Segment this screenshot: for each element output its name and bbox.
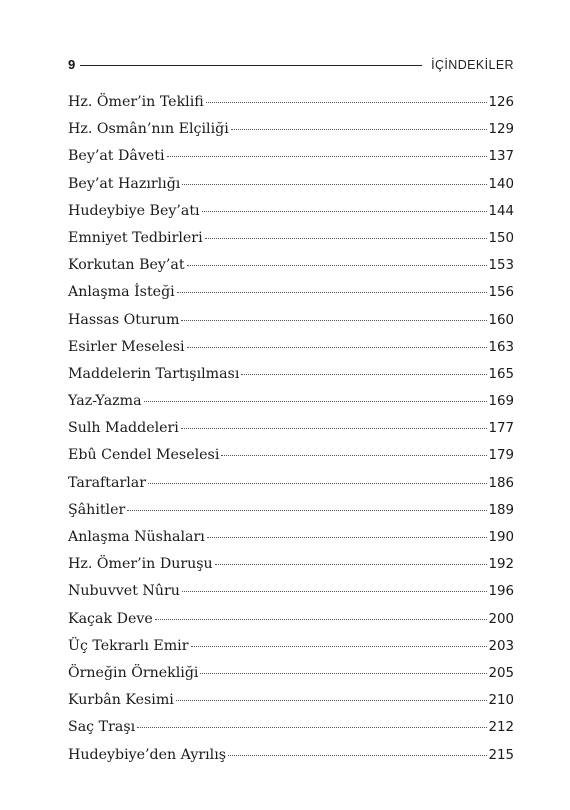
toc-entry[interactable] — [68, 578, 514, 605]
toc-entry[interactable] — [68, 252, 514, 279]
toc-entry-page-number: 200 — [488, 611, 514, 627]
toc-entry-page-number: 140 — [488, 176, 514, 192]
toc-entry-page-number: 144 — [488, 203, 514, 219]
toc-entry-title: Hz. Ömer’in Duruşu — [68, 556, 213, 573]
toc-entry[interactable] — [68, 687, 514, 714]
toc-entry[interactable] — [68, 225, 514, 252]
dot-leader — [144, 401, 488, 402]
toc-entry-title: Bey’at Hazırlığı — [68, 175, 181, 192]
toc-entry[interactable] — [68, 307, 514, 334]
toc-entry-page-number: 160 — [488, 312, 514, 328]
toc-entry[interactable] — [68, 116, 514, 143]
toc-entry-page-number: 156 — [488, 285, 514, 301]
toc-entry-page-number: 177 — [488, 421, 514, 437]
toc-entry-page-number: 129 — [488, 122, 514, 138]
toc-entry-title: Üç Tekrarlı Emir — [68, 637, 189, 654]
toc-entry[interactable] — [68, 388, 514, 415]
toc-entry[interactable] — [68, 415, 514, 442]
toc-entry-page-number: 169 — [488, 394, 514, 410]
toc-entry-title: Taraftarlar — [68, 474, 147, 491]
toc-entry-page-number: 150 — [488, 230, 514, 246]
toc-entry-title: Hz. Ömer’in Teklifi — [68, 94, 204, 110]
toc-entry-title: Şâhitler — [68, 501, 126, 518]
toc-entry-page-number: 189 — [488, 502, 514, 518]
toc-entry-title: Örneğin Örnekliği — [68, 664, 199, 681]
dot-leader — [182, 184, 487, 185]
toc-entry-page-number: 137 — [488, 149, 514, 165]
dot-leader — [221, 455, 487, 456]
dot-leader — [182, 591, 488, 592]
dot-leader — [200, 673, 487, 674]
page-number: 9 — [68, 57, 76, 72]
toc-entry-page-number: 215 — [488, 747, 514, 763]
toc-entry[interactable] — [68, 633, 514, 660]
toc-entry-title: Saç Traşı — [68, 719, 136, 736]
toc-entry[interactable] — [68, 551, 514, 578]
toc-entry-page-number: 205 — [488, 665, 514, 681]
dot-leader — [187, 347, 488, 348]
toc-entry-title: Bey’at Dâveti — [68, 148, 165, 165]
toc-entry-title: Kaçak Deve — [68, 610, 153, 627]
toc-entry[interactable] — [68, 171, 514, 198]
toc-entry[interactable] — [68, 143, 514, 170]
toc-entry-title: Kurbân Kesimi — [68, 692, 174, 709]
toc-entry-page-number: 179 — [488, 448, 514, 464]
dot-leader — [215, 564, 488, 565]
toc-entry-title: Hudeybiye’den Ayrılış — [68, 746, 227, 763]
toc-entry-page-number: 196 — [488, 584, 514, 600]
toc-entry-title: Esirler Meselesi — [68, 338, 185, 355]
toc-entry[interactable] — [68, 470, 514, 497]
toc-entry-title: Hz. Osmân’nın Elçiliği — [68, 121, 229, 138]
dot-leader — [187, 265, 488, 266]
header-rule — [80, 65, 422, 66]
toc-entry[interactable] — [68, 334, 514, 361]
dot-leader — [206, 102, 488, 103]
toc-entry-page-number: 165 — [488, 366, 514, 382]
toc-entry-title: Ebû Cendel Meselesi — [68, 447, 220, 464]
toc-entry-page-number: 190 — [488, 530, 514, 545]
toc-entry-page-number: 153 — [488, 258, 514, 274]
dot-leader — [191, 646, 488, 647]
toc-entry-title: Anlaşma İsteği — [68, 284, 175, 301]
dot-leader — [207, 537, 488, 538]
toc-entry[interactable] — [68, 89, 514, 116]
toc-entry-page-number: 212 — [488, 720, 514, 736]
toc-entry[interactable] — [68, 442, 514, 469]
dot-leader — [177, 292, 488, 293]
dot-leader — [228, 755, 487, 756]
toc-entry[interactable] — [68, 742, 514, 769]
toc-entry-title: Yaz-Yazma — [68, 393, 142, 410]
toc-entry-title: Anlaşma Nüshaları — [68, 529, 205, 545]
dot-leader — [176, 700, 488, 701]
toc-entry-title: Hudeybiye Bey’atı — [68, 202, 200, 219]
toc-entry-page-number: 163 — [488, 339, 514, 355]
toc-entry-title: Emniyet Tedbirleri — [68, 229, 203, 246]
dot-leader — [231, 129, 488, 130]
toc-entry[interactable] — [68, 198, 514, 225]
toc-entry[interactable] — [68, 524, 514, 551]
dot-leader — [181, 320, 487, 321]
dot-leader — [167, 156, 488, 157]
toc-entry[interactable] — [68, 660, 514, 687]
toc-entry-page-number: 186 — [488, 475, 514, 491]
dot-leader — [155, 619, 488, 620]
dot-leader — [181, 428, 488, 429]
toc-entry-page-number: 126 — [488, 95, 514, 110]
toc-entry-title: Sulh Maddeleri — [68, 420, 179, 437]
toc-entry-page-number: 203 — [488, 638, 514, 654]
toc-entry[interactable] — [68, 279, 514, 306]
dot-leader — [202, 211, 488, 212]
toc-entry[interactable] — [68, 606, 514, 633]
running-header — [68, 56, 514, 76]
table-of-contents — [68, 89, 514, 769]
dot-leader — [205, 238, 488, 239]
section-title: İÇİNDEKİLER — [431, 58, 514, 72]
toc-entry[interactable] — [68, 714, 514, 741]
dot-leader — [127, 510, 487, 511]
toc-entry[interactable] — [68, 361, 514, 388]
toc-entry-title: Hassas Oturum — [68, 311, 180, 328]
dot-leader — [148, 483, 487, 484]
toc-entry[interactable] — [68, 497, 514, 524]
dot-leader — [241, 374, 487, 375]
toc-entry-title: Maddelerin Tartışılması — [68, 365, 240, 382]
toc-entry-page-number: 210 — [488, 693, 514, 709]
toc-entry-title: Korkutan Bey’at — [68, 257, 185, 274]
toc-entry-title: Nubuvvet Nûru — [68, 583, 180, 600]
dot-leader — [137, 727, 487, 728]
toc-entry-page-number: 192 — [488, 557, 514, 573]
